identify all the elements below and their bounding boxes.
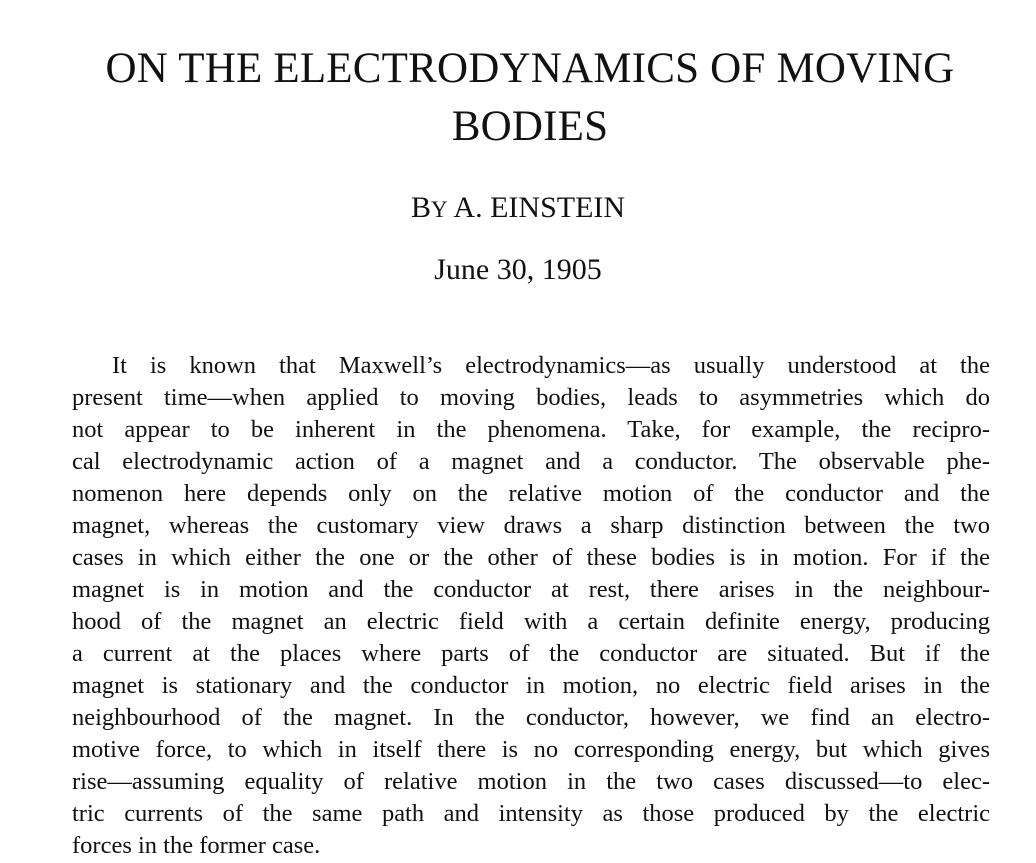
abstract-paragraph xyxy=(72,350,990,862)
author-name: A. EINSTEIN xyxy=(447,191,626,224)
paragraph-line: neighbourhood of the magnet. In the conductor, however, we find an electro- xyxy=(72,704,990,731)
paragraph-line: nomenon here depends only on the relative motion of the conductor and the xyxy=(72,480,990,507)
paragraph-line: present time—when applied to moving bodies, leads to asymmetries which do xyxy=(72,384,990,411)
paragraph-line: magnet is in motion and the conductor at rest, there arises in the neighbour- xyxy=(72,576,990,603)
paragraph-line: magnet, whereas the customary view draws a sharp distinction between the two xyxy=(72,512,990,539)
author-prefix-capital: B xyxy=(410,191,431,224)
paragraph-line: hood of the magnet an electric field with a certain definite energy, producing xyxy=(72,608,990,635)
author-line xyxy=(0,190,1036,228)
paragraph-line: forces in the former case. xyxy=(72,832,321,859)
paragraph-line: motive force, to which in itself there is no corresponding energy, but which gives xyxy=(72,736,990,763)
paper-title-line-1: ON THE ELECTRODYNAMICS OF MOVING xyxy=(105,45,955,92)
paragraph-line: rise—assuming equality of relative motion in the two cases discussed—to elec- xyxy=(72,768,990,795)
paragraph-line: not appear to be inherent in the phenomena. Take, for example, the recipro- xyxy=(72,416,990,443)
paragraph-line: cases in which either the one or the other of these bodies is in motion. For if the xyxy=(72,544,990,571)
author-prefix-smallcaps: Y xyxy=(430,197,448,222)
paragraph-line: cal electrodynamic action of a magnet and a conductor. The observable phe- xyxy=(72,448,990,475)
paper-title-line-2: BODIES xyxy=(451,103,609,150)
paragraph-line: a current at the places where parts of the conductor are situated. But if the xyxy=(72,640,990,667)
publication-date: June 30, 1905 xyxy=(434,253,602,286)
paragraph-line: It is known that Maxwell’s electrodynamics—as usually understood at the xyxy=(112,352,990,379)
paragraph-line: magnet is stationary and the conductor in motion, no electric field arises in the xyxy=(72,672,990,699)
paragraph-line: tric currents of the same path and intensity as those produced by the electric xyxy=(72,800,990,827)
